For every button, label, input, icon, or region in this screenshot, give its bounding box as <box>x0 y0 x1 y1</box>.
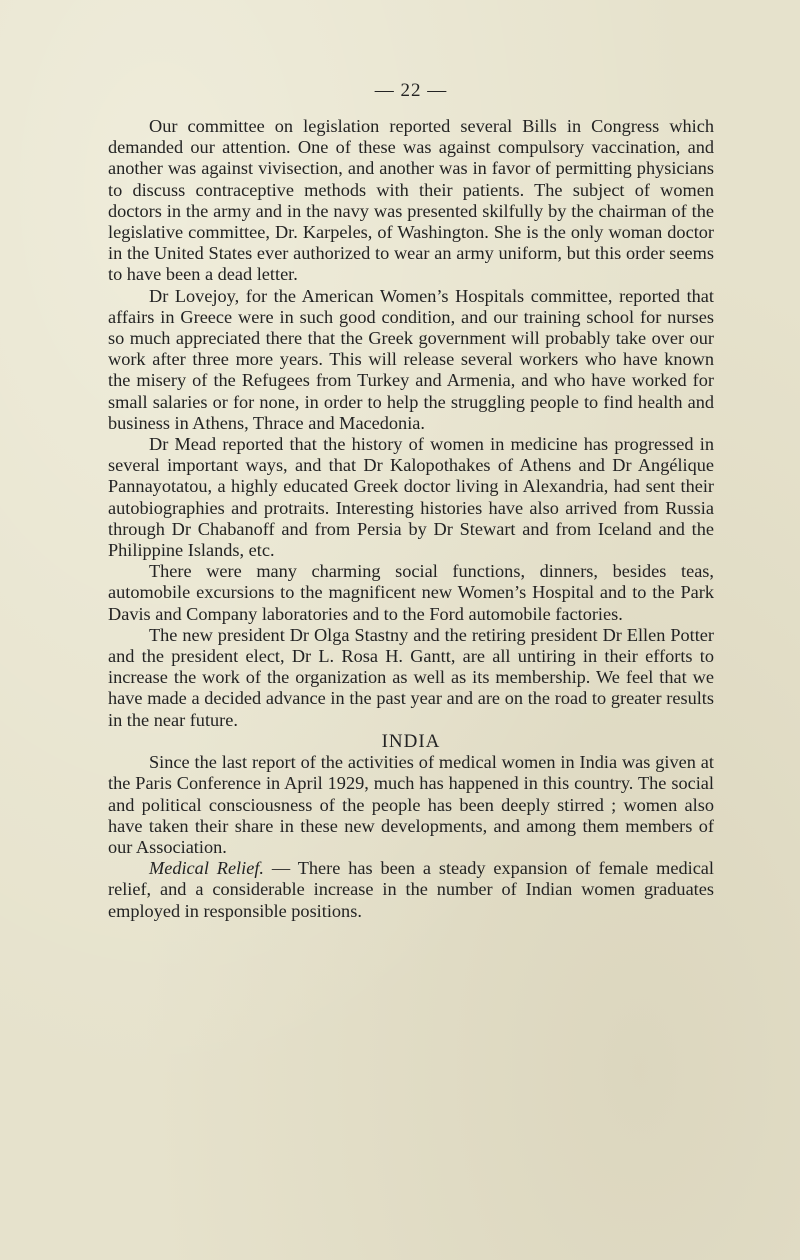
medical-relief-lead: Medical Relief. <box>149 858 264 879</box>
paragraph-social-functions: There were many charming social functions, dinners, besides teas, automobile excursions to the magnificent new Women’s Hospital and to the Park Davis and Company laboratories and to the Ford automobile factories. <box>108 561 714 624</box>
paragraph-mead: Dr Mead reported that the history of women in medicine has progressed in several important ways, and that Dr Kalopothakes of Athens and Dr Angélique Pannayotatou, a highly educated Greek doctor living in Alexandria, had sent their autobiographies and protraits. Interesting histories have also arrived from Russia through Dr Chabanoff and from Persia by Dr Stewart and from Iceland and the Philippine Islands, etc. <box>108 434 714 561</box>
body-text <box>108 116 714 922</box>
page-number: — 22 — <box>374 80 448 101</box>
paragraph-legislation: Our committee on legislation reported several Bills in Congress which demanded our attention. One of these was against compulsory vaccination, and another was against vivisection, and another was in favor of permitting physicians to discuss contraceptive methods with their patients. The subject of women doctors in the army and in the navy was presented skilfully by the chairman of the legislative committee, Dr. Karpeles, of Washington. She is the only woman doctor in the United States ever authorized to wear an army uniform, but this order seems to have been a dead letter. <box>108 116 714 285</box>
paragraph-india-intro: Since the last report of the activities of medical women in India was given at the Paris Conference in April 1929, much has happened in this country. The social and political consciousness of the people has been deeply stirred ; women also have taken their share in these new developments, and among them members of our Association. <box>108 752 714 857</box>
paragraph-presidents: The new president Dr Olga Stastny and the retiring president Dr Ellen Potter and the president elect, Dr L. Rosa H. Gantt, are all untiring in their efforts to increase the work of the organization as well as its membership. We feel that we have made a decided advance in the past year and are on the road to greater results in the near future. <box>108 624 714 730</box>
section-heading-india: INDIA <box>381 730 441 752</box>
paragraph-medical-relief <box>108 858 714 922</box>
medical-relief-text: — There has been a steady expansion of female medical relief, and a considerable increase in the number of Indian women graduates employed in responsible positions. <box>108 858 714 921</box>
paragraph-lovejoy: Dr Lovejoy, for the American Women’s Hospitals committee, reported that affairs in Greece were in such good condition, and our training school for nurses so much appreciated there that the Greek government will probably take over our work after three more years. This will release several workers who have known the misery of the Refugees from Turkey and Armenia, and who have worked for small salaries or for none, in order to help the struggling people to find health and business in Athens, Thrace and Macedonia. <box>108 285 714 433</box>
